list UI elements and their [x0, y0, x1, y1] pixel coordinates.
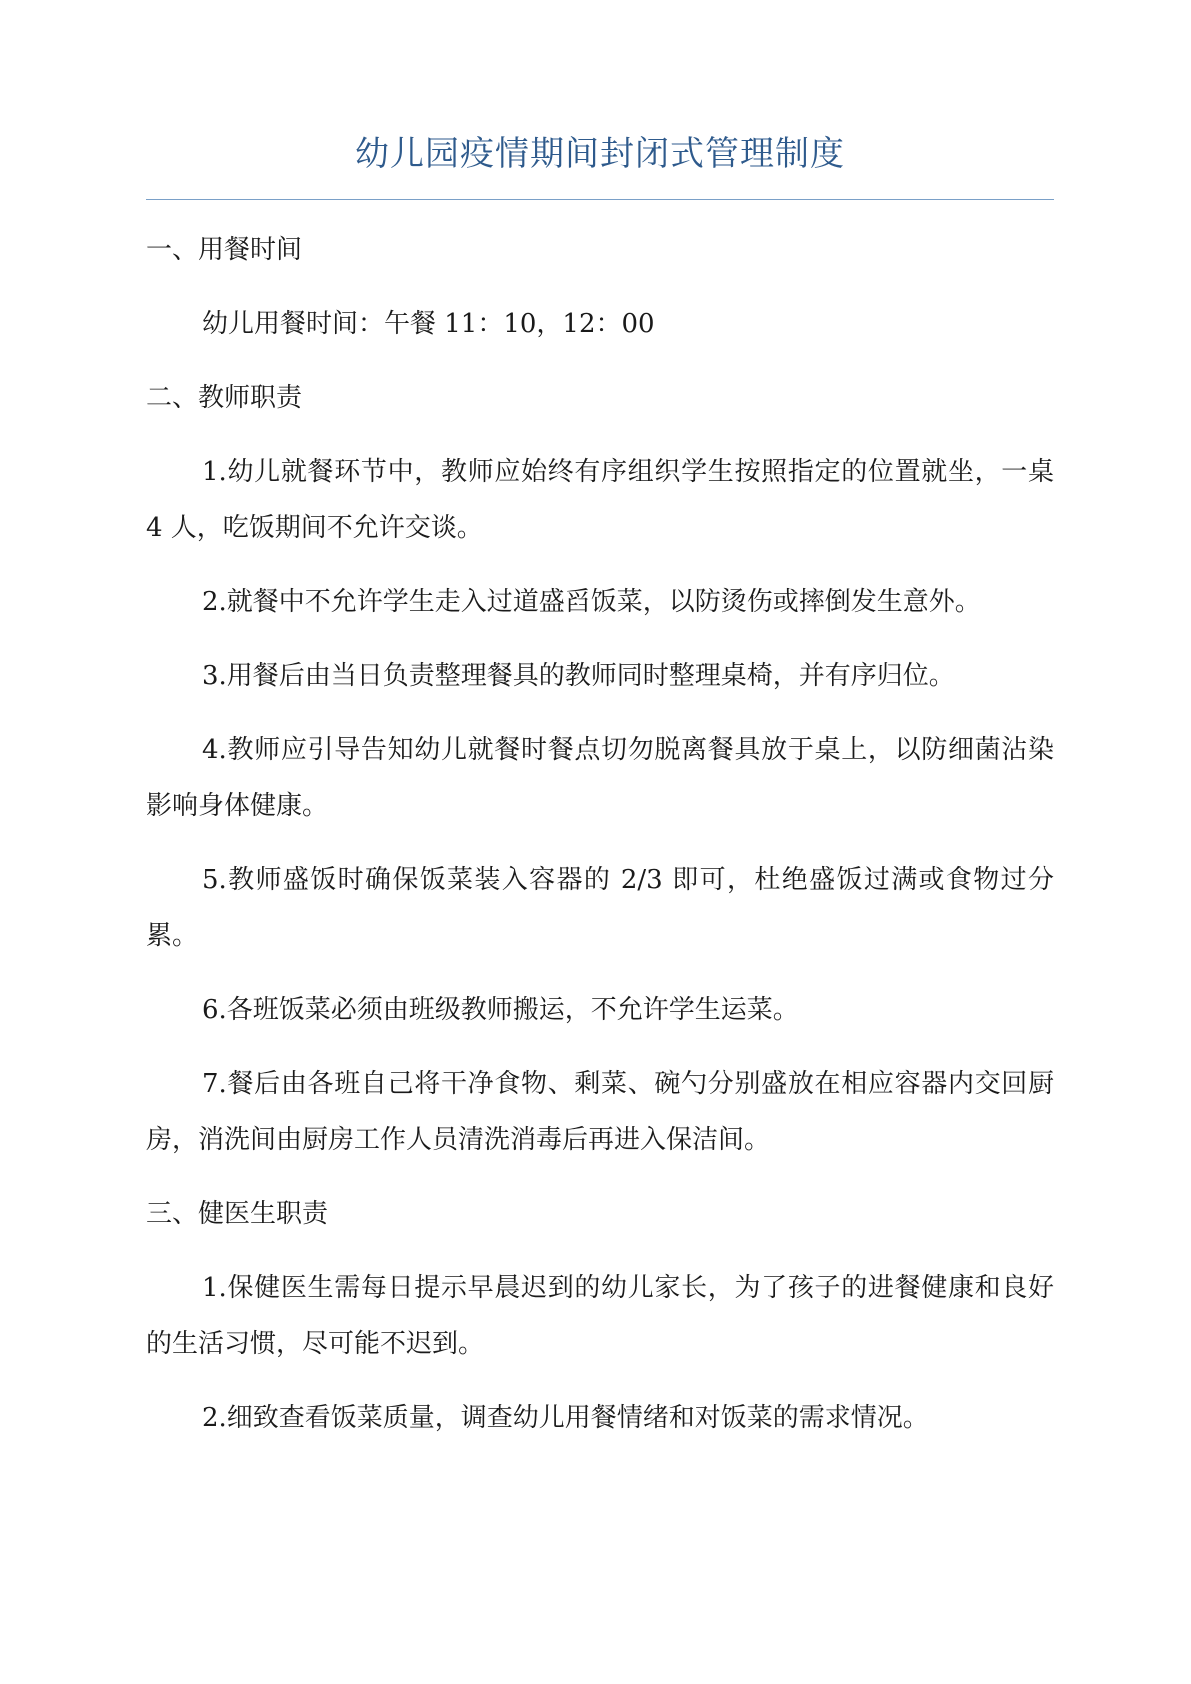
- title-divider: [146, 199, 1054, 200]
- paragraph: 5.教师盛饭时确保饭菜装入容器的 2/3 即可，杜绝盛饭过满或食物过分累。: [146, 865, 1054, 951]
- document-title: 幼儿园疫情期间封闭式管理制度: [355, 134, 845, 174]
- document-body: [146, 222, 1054, 1464]
- section-heading: 三、健医生职责: [146, 1199, 329, 1229]
- paragraph: 3.用餐后由当日负责整理餐具的教师同时整理桌椅，并有序归位。: [202, 661, 955, 691]
- section-meal-time: [146, 222, 1054, 352]
- paragraph: 1.幼儿就餐环节中，教师应始终有序组织学生按照指定的位置就坐，一桌 4 人，吃饭期间不允许交谈。: [146, 457, 1054, 543]
- paragraph: 2.细致查看饭菜质量，调查幼儿用餐情绪和对饭菜的需求情况。: [202, 1403, 929, 1433]
- paragraph: 4.教师应引导告知幼儿就餐时餐点切勿脱离餐具放于桌上，以防细菌沾染影响身体健康。: [146, 735, 1054, 821]
- paragraph: 7.餐后由各班自己将干净食物、剩菜、碗勺分别盛放在相应容器内交回厨房，消洗间由厨房工作人员清洗消毒后再进入保洁间。: [146, 1069, 1054, 1155]
- paragraph: 1.保健医生需每日提示早晨迟到的幼儿家长，为了孩子的进餐健康和良好的生活习惯，尽可能不迟到。: [146, 1273, 1054, 1359]
- section-heading: 一、用餐时间: [146, 235, 303, 265]
- paragraph: 幼儿用餐时间：午餐 11：10，12：00: [202, 309, 655, 339]
- section-doctor-duties: [146, 1186, 1054, 1446]
- paragraph: 6.各班饭菜必须由班级教师搬运，不允许学生运菜。: [202, 995, 799, 1025]
- section-heading: 二、教师职责: [146, 383, 303, 413]
- section-teacher-duties: [146, 370, 1054, 1168]
- paragraph: 2.就餐中不允许学生走入过道盛舀饭菜，以防烫伤或摔倒发生意外。: [202, 587, 981, 617]
